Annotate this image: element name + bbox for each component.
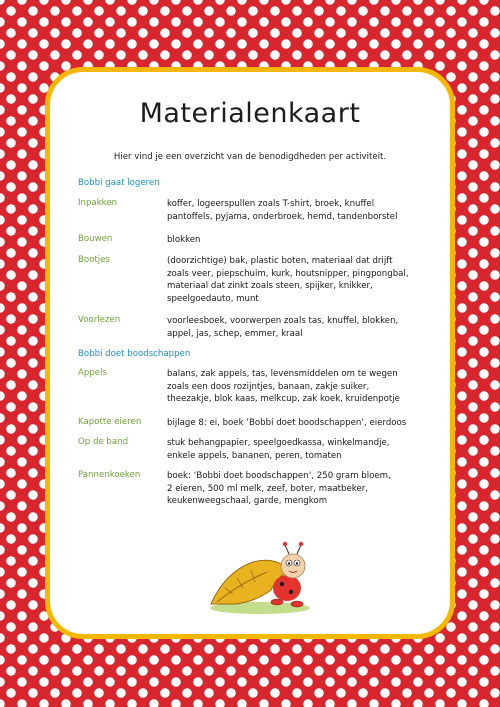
row-line: zoals een doos rozijntjes, banaan, zakje suiker, <box>167 381 370 392</box>
row-label: Op de band <box>78 437 129 447</box>
bobbi-leaf-illustration <box>205 532 315 617</box>
row-line: pantoffels, pyjama, onderbroek, hemd, tandenborstel <box>167 211 398 222</box>
row-line: speelgoedauto, munt <box>167 293 259 304</box>
row-label: Voorlezen <box>78 315 121 325</box>
row-line: koffer, logeerspullen zoals T-shirt, broek, knuffel <box>167 199 375 209</box>
row-line: balans, zak appels, tas, levensmiddelen om te wegen <box>167 369 398 379</box>
row-line: keukenweegschaal, garde, mengkom <box>167 496 328 507</box>
section-heading-boodschappen: Bobbi doet boodschappen <box>78 349 191 359</box>
row-line: materiaal dat zinkt zoals steen, spijker, knikker, <box>167 281 373 292</box>
row-text <box>167 234 437 247</box>
row-label: Inpakken <box>78 198 118 208</box>
page-title: Materialenkaart <box>139 98 361 129</box>
row-line: (doorzichtige) bak, plastic boten, materiaal dat drijft <box>167 256 393 266</box>
row-line: theezakje, blok kaas, melkcup, zak koek, kruidenpotje <box>167 394 400 405</box>
row-label: Pannenkoeken <box>78 470 141 480</box>
row-text <box>167 315 437 340</box>
row-label: Bootjes <box>78 255 110 265</box>
row-line: stuk behangpapier, speelgoedkassa, winkelmandje, <box>167 438 390 448</box>
materials-card <box>45 67 455 639</box>
row-text <box>167 437 437 462</box>
row-line: appel, jas, schep, emmer, kraal <box>167 328 303 339</box>
row-text <box>167 417 437 430</box>
row-line: blokken <box>167 235 201 245</box>
section-heading-logeren: Bobbi gaat logeren <box>78 178 160 188</box>
row-text <box>167 198 437 223</box>
row-line: boek: ‘Bobbi doet boodschappen’, 250 gram bloem, <box>167 471 391 481</box>
row-label: Appels <box>78 368 107 378</box>
row-text <box>167 255 437 305</box>
intro-text: Hier vind je een overzicht van de benodigdheden per activiteit. <box>113 152 387 162</box>
row-line: enkele appels, bananen, peren, tomaten <box>167 450 342 461</box>
row-line: bijlage 8: ei, boek ‘Bobbi doet boodschappen’, eierdoos <box>167 418 407 428</box>
row-line: voorleesboek, voorwerpen zoals tas, knuffel, blokken, <box>167 316 399 326</box>
row-text <box>167 368 437 406</box>
row-label: Kapotte eieren <box>78 417 142 427</box>
row-text <box>167 470 437 508</box>
row-line: zoals veer, piepschuim, kurk, houtsnipper, pingpongbal, <box>167 268 409 279</box>
row-label: Bouwen <box>78 234 113 244</box>
row-line: 2 eieren, 500 ml melk, zeef, boter, maatbeker, <box>167 483 368 494</box>
